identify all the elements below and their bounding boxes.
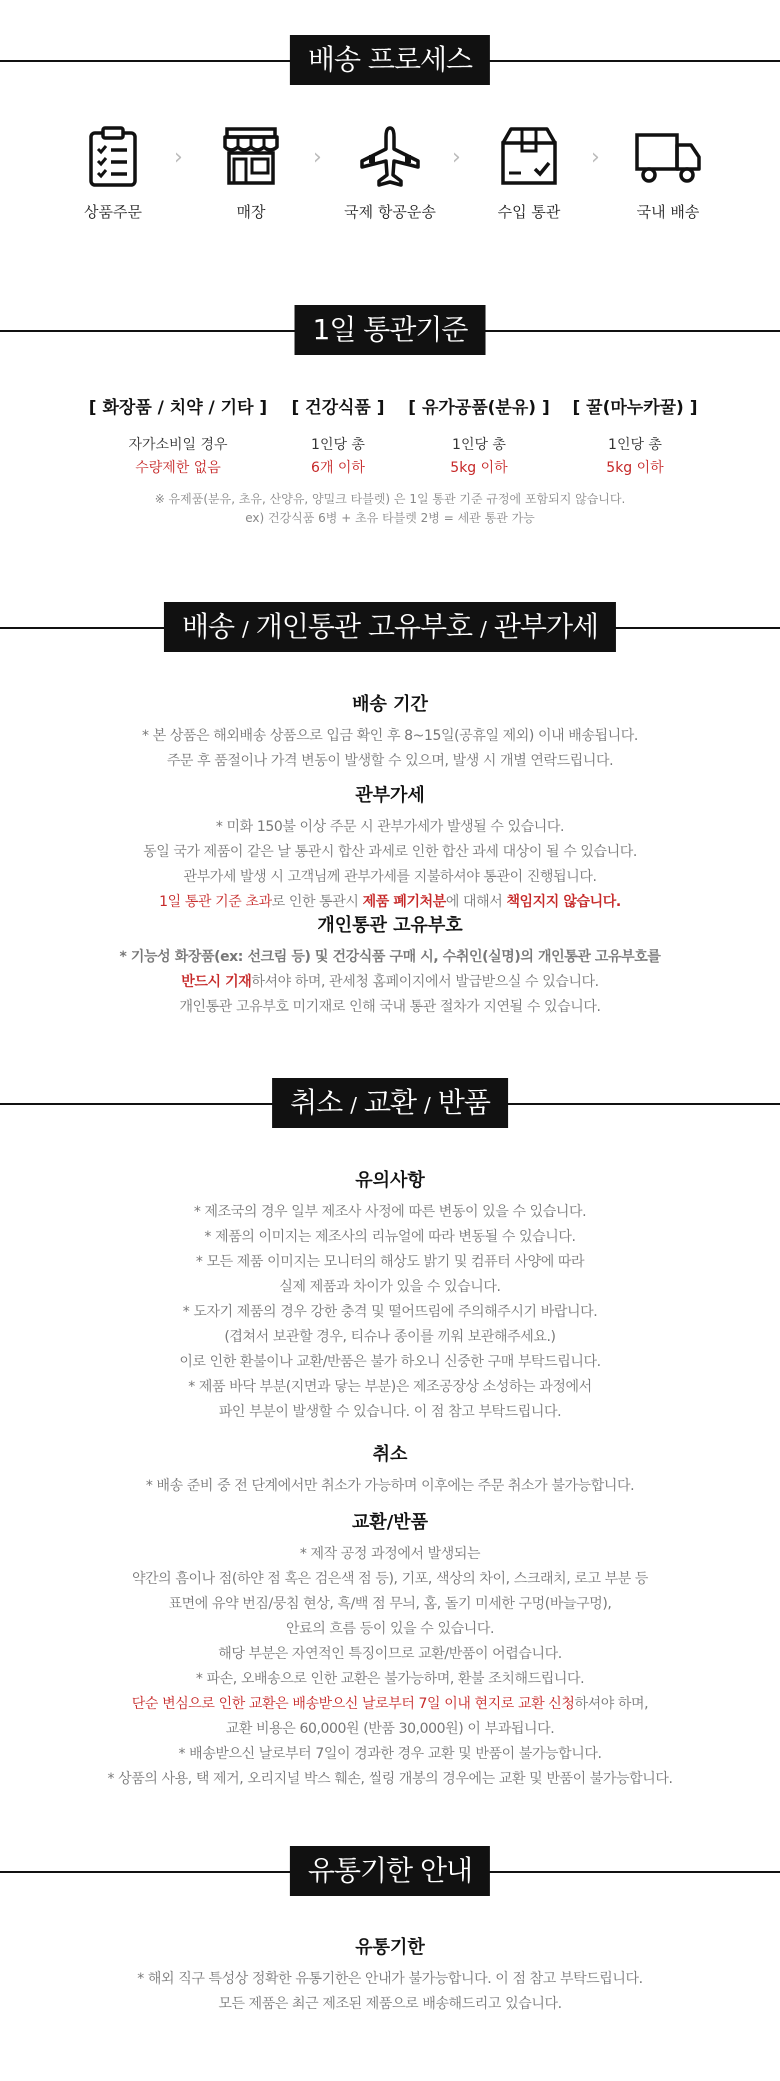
text-line: 안료의 흐름 등이 있을 수 있습니다. <box>285 1621 495 1637</box>
block-title: 유의사항 <box>355 1170 425 1191</box>
text-line: * 미화 150불 이상 주문 시 관부가세가 발생될 수 있습니다. <box>215 819 565 835</box>
caution-block <box>0 1166 780 1425</box>
category-limit: 6개 이하 <box>311 460 365 476</box>
text-line: * 제품의 이미지는 제조사의 리뉴얼에 따라 변동될 수 있습니다. <box>204 1229 576 1245</box>
text-line: * 배송받으신 날로부터 7일이 경과한 경우 교환 및 반품이 불가능합니다. <box>178 1746 602 1762</box>
text-line: 파인 부분이 발생할 수 있습니다. 이 점 참고 부탁드립니다. <box>218 1404 562 1420</box>
customs-category <box>78 393 278 477</box>
block-title: 취소 <box>372 1444 408 1465</box>
text-line: 관부가세 발생 시 고객님께 관부가세를 지불하셔야 통관이 진행됩니다. <box>183 869 597 885</box>
delivery-truck-icon <box>633 125 703 187</box>
expiry-block <box>0 1933 780 2017</box>
customs-note <box>0 490 780 528</box>
text-line: 주문 후 품절이나 가격 변동이 발생할 수 있으며, 발생 시 개별 연락드립니다. <box>166 753 614 769</box>
section-header-expiry <box>0 1846 780 1896</box>
text-line: 동일 국가 제품이 같은 날 통관시 합산 과세로 인한 합산 과세 대상이 될 수 있습니다. <box>143 844 637 860</box>
text-line: 교환 비용은 60,000원 (반품 30,000원) 이 부과됩니다. <box>225 1721 555 1737</box>
step-label: 매장 <box>236 203 266 221</box>
text-line: * 파손, 오배송으로 인한 교환은 불가능하며, 환불 조치해드립니다. <box>195 1671 585 1687</box>
step-label: 국내 배송 <box>636 203 700 221</box>
category-condition: 1인당 총 <box>311 437 365 453</box>
block-title: 관부가세 <box>355 785 425 806</box>
section-title: 취소 / 교환 / 반품 <box>272 1078 508 1128</box>
text-line: 개인통관 고유부호 미기재로 인해 국내 통관 절차가 지연될 수 있습니다. <box>179 999 601 1015</box>
store-icon <box>219 125 283 187</box>
block-title: 유통기한 <box>355 1937 425 1958</box>
category-condition: 자가소비일 경우 <box>128 437 228 453</box>
category-heading: [ 건강식품 ] <box>291 398 385 418</box>
text-line: 표면에 유약 번짐/뭉침 현상, 흑/백 점 무늬, 홈, 돌기 미세한 구멍(바늘구멍), <box>168 1596 612 1612</box>
chevron-right-icon: › <box>313 145 322 170</box>
airplane-icon <box>358 125 422 187</box>
section-header-process <box>0 35 780 85</box>
text-line: 단순 변심으로 인한 교환은 배송받으신 날로부터 7일 이내 현지로 교환 신청하셔야 하며, <box>131 1696 649 1712</box>
block-title: 교환/반품 <box>351 1512 429 1533</box>
exchange-block <box>0 1508 780 1792</box>
text-line: * 제조국의 경우 일부 제조사 사정에 따른 변동이 있을 수 있습니다. <box>193 1204 587 1220</box>
category-limit: 5kg 이하 <box>450 460 508 476</box>
duties-block <box>0 781 780 915</box>
note-line: ※ 유제품(분유, 초유, 산양유, 양밀크 타블렛) 은 1일 통관 기준 규정에 포함되지 않습니다. <box>154 492 626 506</box>
text-line: 약간의 흠이나 점(하얀 점 혹은 검은색 점 등), 기포, 색상의 차이, 스크래치, 로고 부분 등 <box>131 1571 649 1587</box>
category-heading: [ 꿀(마누카꿀) ] <box>572 398 698 418</box>
process-step <box>310 125 470 222</box>
text-line: * 상품의 사용, 택 제거, 오리지널 박스 훼손, 씰링 개봉의 경우에는 교환 및 반품이 불가능합니다. <box>107 1771 673 1787</box>
package-box-icon <box>497 125 561 187</box>
process-step <box>171 125 331 222</box>
text-line: * 도자기 제품의 경우 강한 충격 및 떨어뜨림에 주의해주시기 바랍니다. <box>182 1304 598 1320</box>
text-line: 이로 인한 환불이나 교환/반품은 불가 하오니 신중한 구매 부탁드립니다. <box>179 1354 601 1370</box>
cancel-block <box>0 1440 780 1499</box>
section-header-cancel <box>0 1078 780 1128</box>
delivery-period-block <box>0 690 780 774</box>
process-step <box>449 125 609 222</box>
category-limit: 수량제한 없음 <box>135 460 221 476</box>
section-title: 배송 / 개인통관 고유부호 / 관부가세 <box>164 602 616 652</box>
clipboard-checklist-icon <box>83 125 143 187</box>
process-step <box>33 125 193 222</box>
chevron-right-icon: › <box>174 145 183 170</box>
category-condition: 1인당 총 <box>608 437 662 453</box>
note-line: ex) 건강식품 6병 + 초유 타블렛 2병 = 세관 통관 가능 <box>245 511 535 525</box>
text-line: 해당 부분은 자연적인 특징이므로 교환/반품이 어렵습니다. <box>218 1646 562 1662</box>
chevron-right-icon: › <box>591 145 600 170</box>
process-step <box>588 125 748 222</box>
text-line: 반드시 기재하셔야 하며, 관세청 홈페이지에서 발급받으실 수 있습니다. <box>181 974 599 990</box>
text-line: 1일 통관 기준 초과로 인한 통관시 제품 폐기처분에 대해서 책임지지 않습니다. <box>159 894 621 910</box>
category-limit: 5kg 이하 <box>606 460 664 476</box>
text-line: * 기능성 화장품(ex: 선크림 등) 및 건강식품 구매 시, 수취인(실명)의 개인통관 고유부호를 <box>119 949 661 965</box>
step-label: 국제 항공운송 <box>344 203 436 221</box>
category-condition: 1인당 총 <box>452 437 506 453</box>
process-steps <box>0 125 780 235</box>
step-label: 상품주문 <box>84 203 142 221</box>
section-title: 배송 프로세스 <box>290 35 490 85</box>
category-heading: [ 화장품 / 치약 / 기타 ] <box>88 398 268 418</box>
text-line: * 배송 준비 중 전 단계에서만 취소가 가능하며 이후에는 주문 취소가 불가능합니다. <box>145 1478 635 1494</box>
text-line: (겹쳐서 보관할 경우, 티슈나 종이를 끼워 보관해주세요.) <box>224 1329 556 1345</box>
section-header-shipping <box>0 602 780 652</box>
section-title: 1일 통관기준 <box>295 305 486 355</box>
text-line: 실제 제품과 차이가 있을 수 있습니다. <box>279 1279 501 1295</box>
text-line: * 모든 제품 이미지는 모니터의 해상도 밝기 및 컴퓨터 사양에 따라 <box>195 1254 585 1270</box>
section-title: 유통기한 안내 <box>290 1846 490 1896</box>
section-header-customs <box>0 305 780 355</box>
chevron-right-icon: › <box>452 145 461 170</box>
text-line: * 해외 직구 특성상 정확한 유통기한은 안내가 불가능합니다. 이 점 참고 부탁드립니다. <box>137 1971 643 1987</box>
block-title: 배송 기간 <box>352 694 428 715</box>
step-label: 수입 통관 <box>497 203 561 221</box>
text-line: * 제작 공정 과정에서 발생되는 <box>299 1546 481 1562</box>
pccc-block <box>0 911 780 1020</box>
category-heading: [ 유가공품(분유) ] <box>408 398 550 418</box>
customs-category <box>565 393 705 477</box>
customs-category <box>283 393 393 477</box>
text-line: * 제품 바닥 부분(지면과 닿는 부분)은 제조공장상 소성하는 과정에서 <box>188 1379 592 1395</box>
block-title: 개인통관 고유부호 <box>317 915 463 936</box>
customs-category <box>398 393 560 477</box>
text-line: 모든 제품은 최근 제조된 제품으로 배송해드리고 있습니다. <box>218 1996 562 2012</box>
text-line: * 본 상품은 해외배송 상품으로 입금 확인 후 8~15일(공휴일 제외) 이내 배송됩니다. <box>142 728 638 744</box>
